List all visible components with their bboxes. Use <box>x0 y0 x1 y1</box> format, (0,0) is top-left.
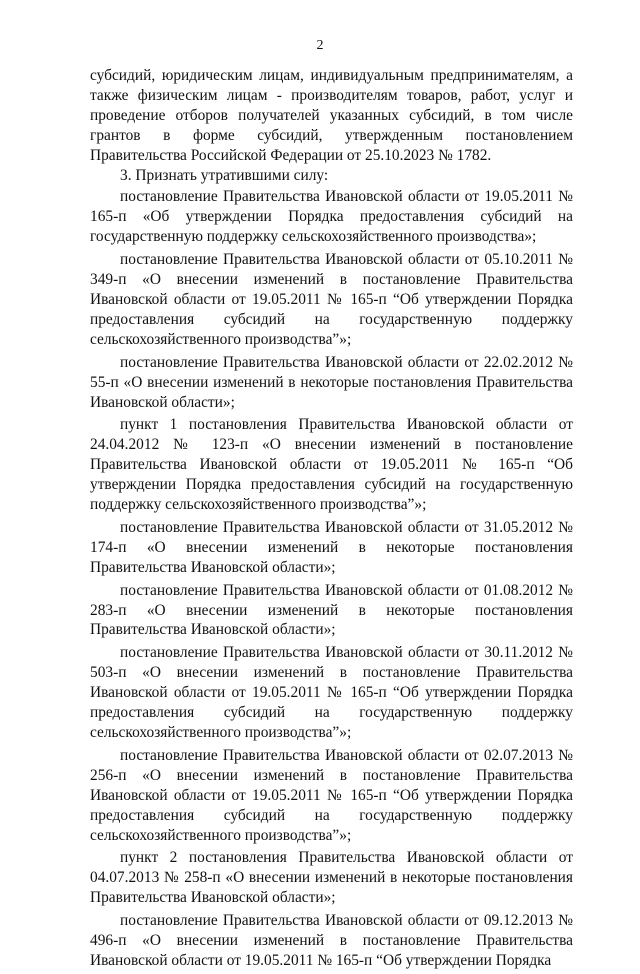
repealed-act-item: постановление Правительства Ивановской области от 31.05.2012 № 174-п «О внесении изменений в некоторые постановления Правительства Ивановской области»; <box>90 518 573 576</box>
repealed-act-item: постановление Правительства Ивановской области от 02.07.2013 № 256-п «О внесении изменений в постановление Правительства Ивановской области от 19.05.2011 № 165-п “Об утверждении Порядка предоставления субсидий на государственную поддержку сельскохозяйственного производства”»; <box>90 746 573 844</box>
repealed-act-item: постановление Правительства Ивановской области от 01.08.2012 № 283-п «О внесении изменений в некоторые постановления Правительства Ивановской области»; <box>90 581 573 639</box>
repealed-act-item: постановление Правительства Ивановской области от 22.02.2012 № 55-п «О внесении изменений в некоторые постановления Правительства Ивановской области»; <box>90 353 573 411</box>
repealed-act-item: постановление Правительства Ивановской области от 09.12.2013 № 496-п «О внесении изменений в постановление Правительства Ивановской области от 19.05.2011 № 165-п “Об утверждении Порядка <box>90 912 573 969</box>
intro-paragraph: субсидий, юридическим лицам, индивидуальным предпринимателям, а также физическим лицам - производителям товаров, работ, услуг и проведение отборов получателей указанных субсидий, в том числе грантов в форме субсидий, утвержденным постановлением Правительства Российской Федерации от 25.10.2023 № 1782. <box>90 67 573 164</box>
repealed-act-item: пункт 2 постановления Правительства Ивановской области от 04.07.2013 № 258-п «О внесении изменений в некоторые постановления Правительства Ивановской области»; <box>90 849 573 907</box>
repealed-act-item: постановление Правительства Ивановской области от 19.05.2011 № 165-п «Об утверждении Порядка предоставления субсидий на государственную поддержку сельскохозяйственного производства»; <box>90 188 573 246</box>
repealed-act-item: пункт 1 постановления Правительства Ивановской области от 24.04.2012 № 123-п «О внесении изменений в постановление Правительства Ивановской области от 19.05.2011 № 165-п “Об утверждении Порядка предоставления субсидий на государственную поддержку сельскохозяйственного производства”»; <box>90 416 573 514</box>
page-number: 2 <box>316 38 324 53</box>
repealed-act-item: постановление Правительства Ивановской области от 30.11.2012 № 503-п «О внесении изменений в постановление Правительства Ивановской области от 19.05.2011 № 165-п “Об утверждении Порядка предоставления субсидий на государственную поддержку сельскохозяйственного производства”»; <box>90 644 573 741</box>
document-body <box>90 66 573 974</box>
repealed-act-item: постановление Правительства Ивановской области от 05.10.2011 № 349-п «О внесении изменений в постановление Правительства Ивановской области от 19.05.2011 № 165-п “Об утверждении Порядка предоставления субсидий на государственную поддержку сельскохозяйственного производства”»; <box>90 251 573 348</box>
section-heading: 3. Признать утратившими силу: <box>120 166 329 184</box>
